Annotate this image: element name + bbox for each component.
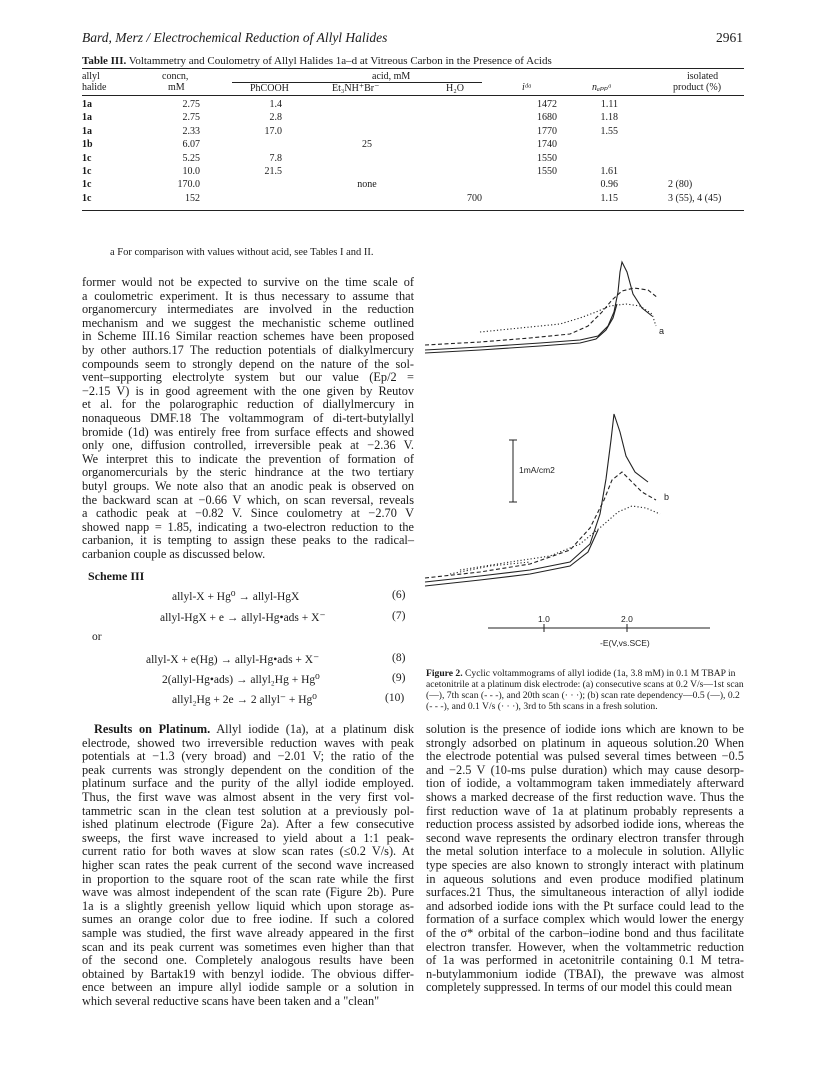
text-line: platinum surface and the purity of the allyl iodide employed. xyxy=(82,776,414,791)
tick-label-2: 2.0 xyxy=(621,614,633,624)
text-line: electron transfer. However, when the voltammetric reduction xyxy=(426,939,744,954)
table-cell-phcooh: 1.4 xyxy=(269,99,282,110)
text-line: electrode, showed two irreversible reduction waves with peak xyxy=(82,735,414,750)
panel-a-scan-7 xyxy=(425,288,658,345)
text-line: completely suppressed. In terms of our model this could mean xyxy=(426,980,732,995)
text-line: a coulometric experiment. It is thus necessary to assume that xyxy=(82,288,414,303)
table-cell-et3n: 25 xyxy=(362,139,372,151)
text-line: vent–supporting electrolyte system but our value (Ep/2 = xyxy=(82,370,414,385)
table-bottom-rule xyxy=(82,210,744,211)
text-line: scan and its peak current was sometimes even higher than that xyxy=(82,939,414,954)
equation-9-number: (9) xyxy=(392,672,406,684)
text-line: solution is the presence of iodide ions which are known to be xyxy=(426,722,744,736)
table-cell-concn: 2.33 xyxy=(182,125,200,137)
text-line: a cathodic peak at −0.82 V. Since coulometry at −2.70 V xyxy=(82,506,414,521)
text-line: n-butylammonium iodide (TBAI), the prewave was almost xyxy=(426,966,744,981)
tick-label-1: 1.0 xyxy=(538,614,550,624)
text-line: tammetric scan in the clean test solution at a previously pol- xyxy=(82,803,414,818)
text-line: Results on Platinum. Allyl iodide (1a), at a platinum disk xyxy=(94,722,415,736)
table-cell-concn: 2.75 xyxy=(182,112,200,124)
text-line: and −2.5 V (10-ms pulse duration) which may cause desorp- xyxy=(426,762,744,777)
text-line: current ratio for both waves at slow scan rates (≤0.2 V/s). At xyxy=(82,844,414,859)
text-line: tion of iodide, a voltammogram taken immediately afterward xyxy=(426,776,744,791)
text-line: the electrode potential was pulsed several times between −0.5 xyxy=(426,749,744,764)
table-cell-concn: 170.0 xyxy=(177,179,200,191)
text-line: the backward scan at −0.66 V which, on scan reversal, reveals xyxy=(82,492,414,507)
figure-caption-label: Figure 2. xyxy=(426,668,463,679)
text-line: of the σ* orbital of the carbon–iodine bond and thus facilitate xyxy=(426,925,744,940)
table-cell-napp: 1.55 xyxy=(600,125,618,137)
table-caption-text: Voltammetry and Coulometry of Allyl Halides 1a–d at Vitreous Carbon in the Presence of Acids xyxy=(128,55,552,67)
text-line: We interpret this to indicate the prevention of formation of xyxy=(82,451,414,466)
table-cell-et3n: none xyxy=(357,179,377,191)
text-line: nonaqueous DMF.18 The voltammogram of di-tert-butylallyl xyxy=(82,410,414,425)
text-line: et al. for the polarographic reduction of diallylmercury in xyxy=(82,397,414,412)
text-line: in proportion to the square root of the scan rate while the first xyxy=(82,871,414,886)
table-cell-napp: 1.61 xyxy=(600,166,618,177)
text-line: mechanism and we suggest the mechanistic scheme outlined xyxy=(82,315,414,330)
text-line: ence between an impure allyl iodide sample or a solution in xyxy=(82,980,414,995)
panel-b-label: b xyxy=(664,492,670,502)
table-cell-concn: 6.07 xyxy=(182,139,200,151)
table-cell-concn: 5.25 xyxy=(182,152,200,164)
col-header-h2o: H₂O xyxy=(446,83,464,94)
table-caption xyxy=(82,55,552,67)
col-header-mm: mM xyxy=(168,82,185,93)
text-line: ished platinum electrode (Figure 2a). After a few consecutive xyxy=(82,817,414,832)
col-header-napp: nₐₚₚᵃ xyxy=(592,82,612,93)
col-header-et3nhbr: Et₃NH⁺Br⁻ xyxy=(332,83,380,94)
scheme-or: or xyxy=(92,631,102,643)
table-cell-napp: 0.96 xyxy=(600,179,618,191)
text-line: potentials at −1.3 (very broad) and −2.01 V; the ratio of the xyxy=(82,749,414,764)
text-line: in Scheme III.16 Similar reaction schemes have been proposed xyxy=(82,329,414,344)
text-line: strongly adsorbed on platinum in aqueous solution.20 When xyxy=(426,735,744,750)
page-number: 2961 xyxy=(716,30,743,45)
text-line: sweeps, the first wave increased to yield about a 1:1 peak- xyxy=(82,830,414,845)
axis-label: -E(V,vs.SCE) xyxy=(600,638,650,648)
text-line: peak currents was strongly dependent on the condition of the xyxy=(82,762,414,777)
text-line: in aqueous solutions and even produce modified platinum xyxy=(426,871,744,886)
text-line: organomercurials by the steric hindrance at the two tertiary xyxy=(82,465,414,480)
table-cell-halide: 1c xyxy=(82,179,92,191)
table-cell-phcooh: 7.8 xyxy=(269,152,282,164)
table-footnote: a For comparison with values without acid, see Tables I and II. xyxy=(110,247,374,258)
panel-a-scan-1-return xyxy=(425,304,617,353)
equation-8-number: (8) xyxy=(392,652,406,664)
text-line: surfaces.21 Thus, the simultaneous interaction of allyl iodide xyxy=(426,885,744,900)
table-cell-product: 2 (80) xyxy=(668,179,693,191)
col-header-concn: concn, xyxy=(162,71,189,82)
text-line: sample was studied, the first wave already appeared in the first xyxy=(82,925,414,940)
panel-b-slow-scan-return xyxy=(450,562,530,574)
text-line: of 1a was performed in acetonitrile containing 0.1 M tetra- xyxy=(426,953,744,968)
equation-9: 2(allyl-Hg•ads) → allyl₂Hg + Hg⁰ xyxy=(162,674,320,686)
text-line: type species are also known to strongly interact with platinum xyxy=(426,857,744,872)
panel-b-fast-scan-return xyxy=(425,530,598,586)
table-cell-halide: 1a xyxy=(82,99,92,110)
table-top-rule xyxy=(82,68,744,69)
text-line: shows a marked decrease of the first reduction wave. Thus the xyxy=(426,789,744,804)
results-text xyxy=(82,723,414,1008)
text-line: higher scan rates the peak current of the second wave increased xyxy=(82,857,414,872)
table-cell-phcooh: 21.5 xyxy=(264,166,282,177)
table-cell-id: 1472 xyxy=(537,99,557,110)
col-header-halide: halide xyxy=(82,82,107,93)
section-lead: Results on Platinum. xyxy=(94,722,211,736)
text-line: second wave represents the ordinary electron transfer through xyxy=(426,830,744,845)
equation-10-number: (10) xyxy=(385,692,405,704)
table-cell-id: 1740 xyxy=(537,139,557,151)
table-cell-id: 1680 xyxy=(537,112,557,124)
figure-2-voltammograms xyxy=(420,244,750,650)
text-line: former would not be expected to survive on the time scale of xyxy=(82,275,414,289)
text-line: carbanion couple as discussed below. xyxy=(82,546,266,561)
table-label: Table III. xyxy=(82,55,127,67)
text-line: bromide (1d) was entirely free from surface effects and showed xyxy=(82,424,414,439)
panel-a-label: a xyxy=(659,326,665,336)
table-cell-halide: 1b xyxy=(82,139,93,151)
equation-7: allyl-HgX + e → allyl-Hg•ads + X⁻ xyxy=(160,612,326,624)
scheme-title: Scheme III xyxy=(88,569,145,583)
table-cell-id: 1550 xyxy=(537,152,557,164)
text-line: the metal solution interface to a molecule in solution. Allylic xyxy=(426,844,744,859)
table-cell-napp: 1.18 xyxy=(600,112,618,124)
col-header-id: iᵈᵃ xyxy=(522,82,532,93)
equation-7-number: (7) xyxy=(392,610,406,622)
table-cell-product: 3 (55), 4 (45) xyxy=(668,192,722,204)
col-header-product: product (%) xyxy=(673,82,722,93)
table-cell-h2o: 700 xyxy=(467,192,482,204)
figure-caption xyxy=(426,668,744,712)
col-header-phcooh: PhCOOH xyxy=(250,83,289,94)
text-line: of the second one. Completely analogous results have been xyxy=(82,953,414,968)
col-header-isolated: isolated xyxy=(687,71,719,82)
text-line: organomercury intermediates are involved in the reduction xyxy=(82,302,414,317)
text-line: carbanion, it is tempting to assign these peaks to the radical– xyxy=(82,533,414,548)
equation-6-number: (6) xyxy=(392,589,406,601)
text-line: sumes an orange color due to free iodine. If such a colored xyxy=(82,912,414,927)
scale-bar xyxy=(509,440,517,502)
text-line: Thus, the first wave was almost absent in the very first vol- xyxy=(82,789,414,804)
text-line: butyl groups. We note also that an anodic peak is observed on xyxy=(82,478,414,493)
panel-b-fast-scan xyxy=(425,414,648,582)
figure-caption-text: Cyclic voltammograms of allyl iodide (1a, 3.8 mM) in 0.1 M TBAP in acetonitrile at a platinum disk electrode: (a) consecutive scans at 0.2 V/s—1st scan (—), 7th scan (- - -), and 20th scan (· · ·); (b) scan rate dependency—0.5 (—), 0.2 (- - -), and 0.1 V/s (· · ·), 3rd to 5th scans in a fresh solution. xyxy=(426,668,744,712)
table-cell-napp: 1.11 xyxy=(600,99,618,110)
table-cell-halide: 1c xyxy=(82,192,92,204)
potential-axis xyxy=(488,624,710,632)
panel-a-curves xyxy=(425,262,658,353)
panel-b-slow-scan xyxy=(460,506,660,570)
table-cell-phcooh: 2.8 xyxy=(269,112,282,124)
text-line: obtained by Bartak19 with benzyl iodide. The obvious differ- xyxy=(82,966,414,981)
equation-8: allyl-X + e(Hg) → allyl-Hg•ads + X⁻ xyxy=(146,654,320,666)
equation-6: allyl-X + Hg⁰ → allyl-HgX xyxy=(172,591,300,603)
panel-b-curves xyxy=(425,414,660,586)
left-column-text xyxy=(82,276,414,561)
table-cell-napp: 1.15 xyxy=(600,192,618,204)
text-line: which several reductive scans have been taken and a "clean" xyxy=(82,993,380,1008)
text-line: 1a is a slightly greenish yellow liquid which upon storage as- xyxy=(82,898,414,913)
table-cell-id: 1770 xyxy=(537,125,557,137)
text-line: and adsorbed iodide ions with the Pt surface could lead to the xyxy=(426,898,744,913)
running-title: Bard, Merz / Electrochemical Reduction of Allyl Halides xyxy=(82,30,388,45)
text-line: −2.15 V) is in good agreement with the one given by Reutov xyxy=(82,383,414,398)
text-line: reduction process assisted by adsorbed iodide ions, whereas the xyxy=(426,817,744,832)
col-header-allyl: allyl xyxy=(82,71,100,82)
text-line: wave was almost independent of the scan rate (Figure 2b). Pure xyxy=(82,885,414,900)
equation-10: allyl₂Hg + 2e → 2 allyl⁻ + Hg⁰ xyxy=(172,694,317,706)
table-cell-halide: 1a xyxy=(82,125,92,137)
table-cell-concn: 152 xyxy=(185,192,200,204)
table-cell-halide: 1c xyxy=(82,152,92,164)
text-line: formation of a surface complex which would lower the energy xyxy=(426,912,744,927)
text-line: first reduction wave of 1a at platinum probably represents a xyxy=(426,803,744,818)
table-cell-halide: 1c xyxy=(82,166,92,177)
panel-a-scan-20 xyxy=(480,304,656,332)
table-cell-id: 1550 xyxy=(537,166,557,177)
right-column-text xyxy=(426,723,744,995)
text-line: showed napp = 1.85, indicating a two-electron reduction to the xyxy=(82,519,414,534)
table-cell-concn: 10.0 xyxy=(182,166,200,177)
scale-bar-label: 1mA/cm2 xyxy=(519,465,555,475)
panel-b-medium-scan xyxy=(425,472,656,578)
text-line: only one, diffusion controlled, irreversible peak at −2.36 V. xyxy=(82,438,414,453)
table-cell-phcooh: 17.0 xyxy=(264,125,282,137)
col-header-acid: acid, mM xyxy=(372,71,411,82)
table-header-rule xyxy=(82,95,744,96)
text-line: compounds seem to strongly depend on the nature of the sol- xyxy=(82,356,414,371)
table-cell-halide: 1a xyxy=(82,112,92,124)
table-cell-concn: 2.75 xyxy=(182,99,200,110)
text-line: by other authors.17 The reduction potentials of dialkylmercury xyxy=(82,342,414,357)
